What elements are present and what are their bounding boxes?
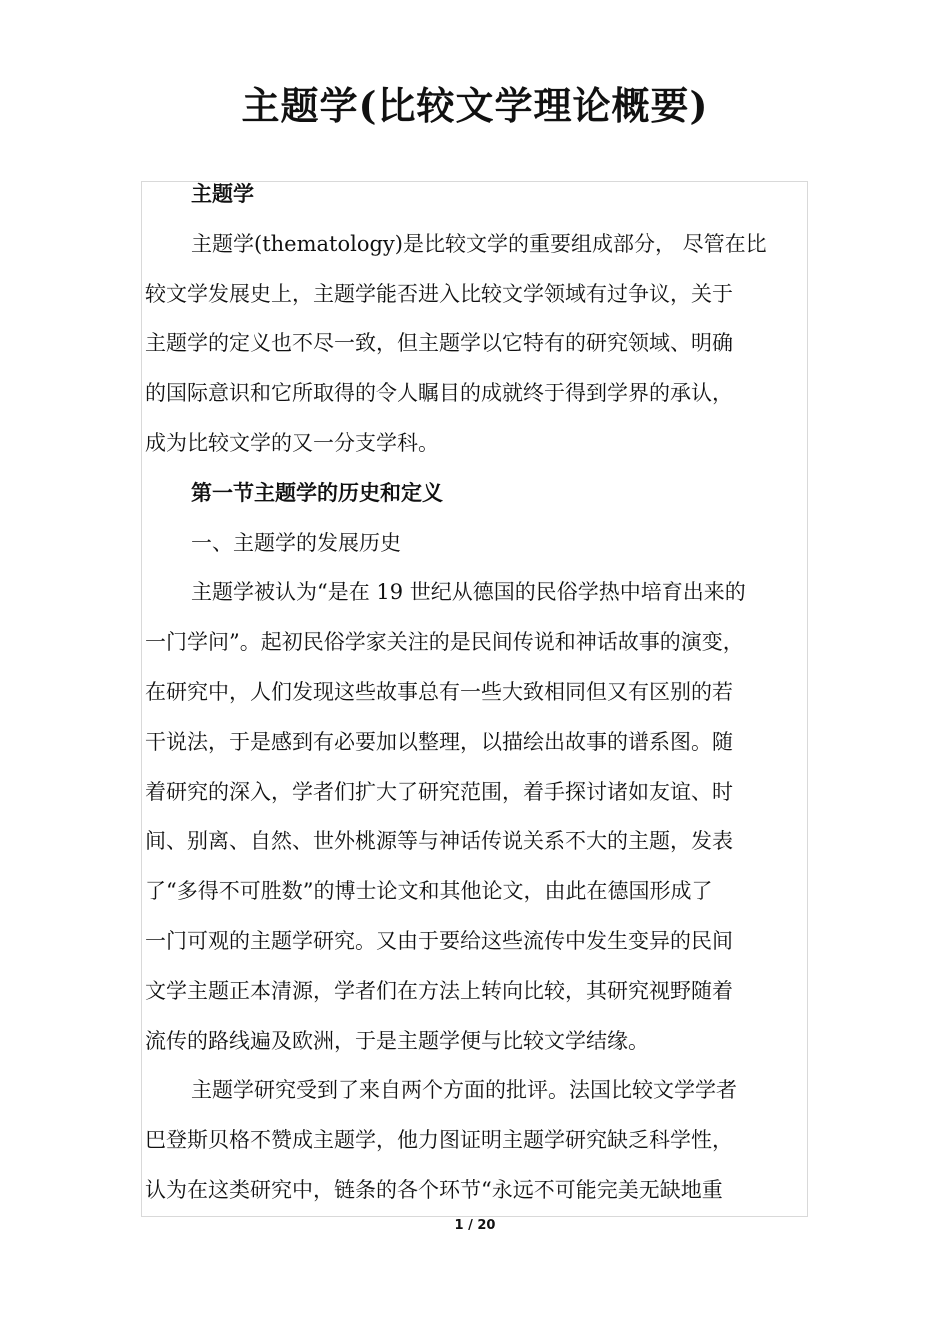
paragraph-line: 流传的路线遍及欧洲，于是主题学便与比较文学结缘。 (145, 1028, 649, 1053)
paragraph-line: 一门学问”。起初民俗学家关注的是民间传说和神话故事的演变， (145, 630, 744, 655)
paragraph-line: 主题学被认为“是在 19 世纪从德国的民俗学热中培育出来的 (191, 580, 746, 605)
document-title: 主题学(比较文学理论概要) (241, 83, 709, 128)
paragraph-line: 巴登斯贝格不赞成主题学，他力图证明主题学研究缺乏科学性， (145, 1128, 733, 1153)
paragraph-line: 主题学的定义也不尽一致，但主题学以它特有的研究领域、明确 (145, 331, 733, 356)
paragraph-line: 主题学(thematology)是比较文学的重要组成部分， 尽管在比 (191, 231, 767, 256)
paragraph-line: 的国际意识和它所取得的令人瞩目的成就终于得到学界的承认， (145, 381, 733, 406)
paragraph-line: 成为比较文学的又一分支学科。 (145, 430, 439, 455)
paragraph-line: 了“多得不可胜数”的博士论文和其他论文，由此在德国形成了 (145, 879, 713, 904)
paragraph-line: 较文学发展史上，主题学能否进入比较文学领域有过争议，关于 (145, 281, 733, 306)
paragraph-line: 主题学研究受到了来自两个方面的批评。法国比较文学学者 (191, 1078, 737, 1103)
paragraph-line: 文学主题正本清源，学者们在方法上转向比较，其研究视野随着 (145, 978, 733, 1003)
section-heading-line: 主题学 (191, 181, 254, 206)
document-body (145, 176, 810, 1222)
paragraph-line: 着研究的深入，学者们扩大了研究范围，着手探讨诸如友谊、时 (145, 779, 733, 804)
paragraph-line: 一、主题学的发展历史 (191, 530, 401, 555)
paragraph-line: 认为在这类研究中，链条的各个环节“永远不可能完美无缺地重 (145, 1177, 723, 1202)
section-heading-line: 第一节主题学的历史和定义 (191, 479, 443, 505)
page-number: 1 / 20 (454, 1218, 496, 1233)
paragraph-line: 在研究中，人们发现这些故事总有一些大致相同但又有区别的若 (145, 679, 733, 704)
paragraph-line: 间、别离、自然、世外桃源等与神话传说关系不大的主题，发表 (145, 829, 733, 854)
paragraph-line: 干说法，于是感到有必要加以整理，以描绘出故事的谱系图。随 (145, 729, 733, 754)
paragraph-line: 一门可观的主题学研究。又由于要给这些流传中发生变异的民间 (145, 928, 733, 953)
